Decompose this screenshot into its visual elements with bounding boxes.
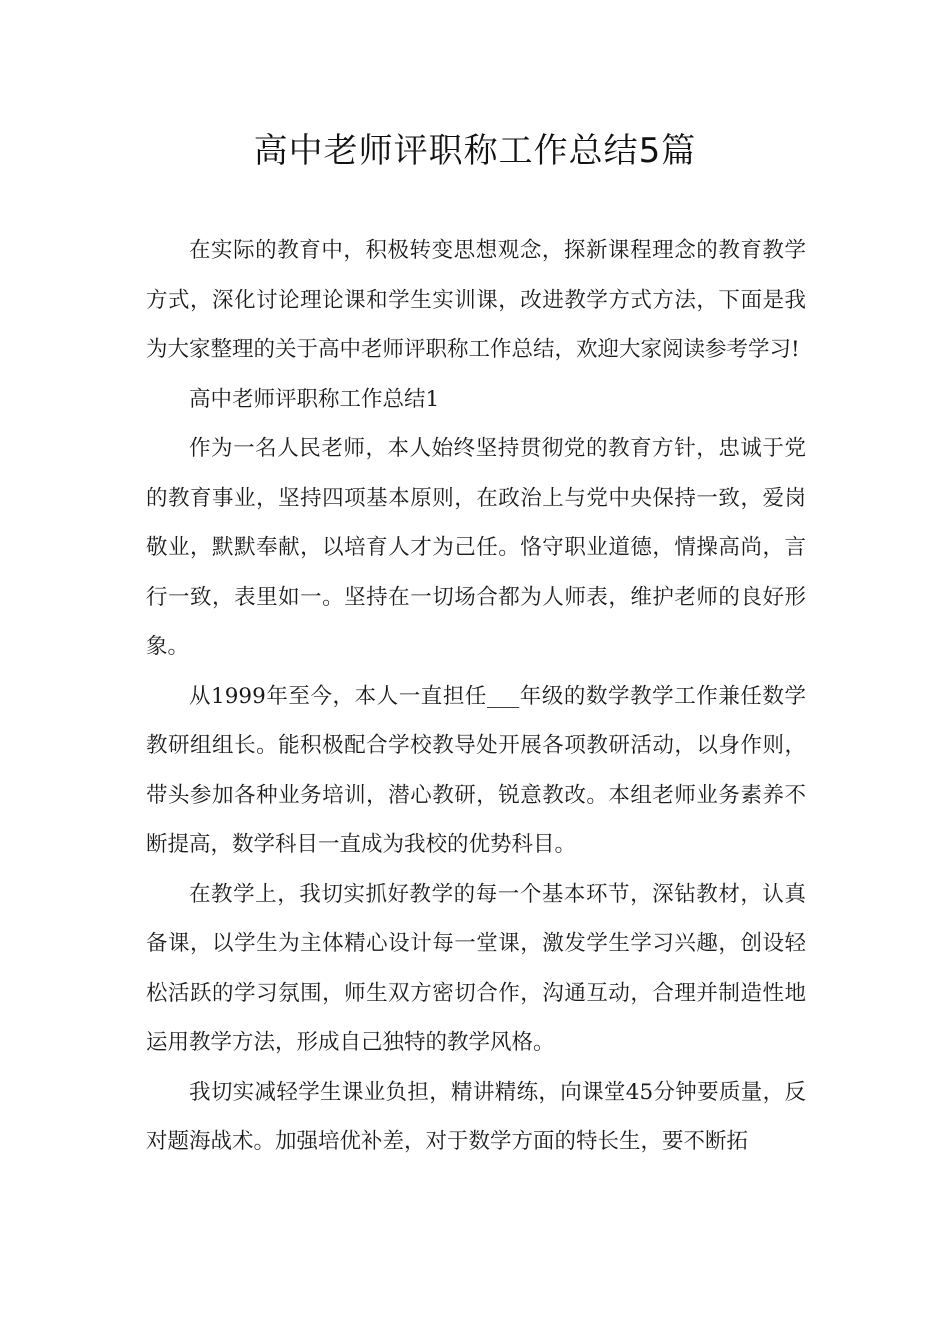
- document-title: 高中老师评职称工作总结5篇: [253, 131, 697, 171]
- body-paragraph: 在教学上，我切实抓好教学的每一个基本环节，深钻教材，认真备课，以学生为主体精心设计每一堂课，激发学生学习兴趣，创设轻松活跃的学习氛围，师生双方密切合作，沟通互动，合理并制造性地运用教学方法，形成自己独特的教学风格。: [146, 881, 806, 1055]
- intro-paragraph: 在实际的教育中，积极转变思想观念，探新课程理念的教育教学方式，深化讨论理论课和学生实训课，改进教学方式方法，下面是我为大家整理的关于高中老师评职称工作总结，欢迎大家阅读参考学习!: [146, 238, 806, 362]
- body-paragraph: 从1999年至今，本人一直担任___年级的数学教学工作兼任数学教研组组长。能积极配合学校教导处开展各项教研活动，以身作则，带头参加各种业务培训，潜心教研，锐意教改。本组老师业务素养不断提高，数学科目一直成为我校的优势科目。: [146, 683, 806, 857]
- body-paragraph: 我切实减轻学生课业负担，精讲精练，向课堂45分钟要质量，反对题海战术。加强培优补差，对于数学方面的特长生，要不断拓: [146, 1079, 806, 1154]
- document-body: [146, 226, 806, 1167]
- section-heading: 高中老师评职称工作总结1: [189, 386, 440, 412]
- body-paragraph: 作为一名人民老师，本人始终坚持贯彻党的教育方针，忠诚于党的教育事业，坚持四项基本原则，在政治上与党中央保持一致，爱岗敬业，默默奉献，以培育人才为己任。恪守职业道德，情操高尚，言行一致，表里如一。坚持在一切场合都为人师表，维护老师的良好形象。: [146, 436, 806, 659]
